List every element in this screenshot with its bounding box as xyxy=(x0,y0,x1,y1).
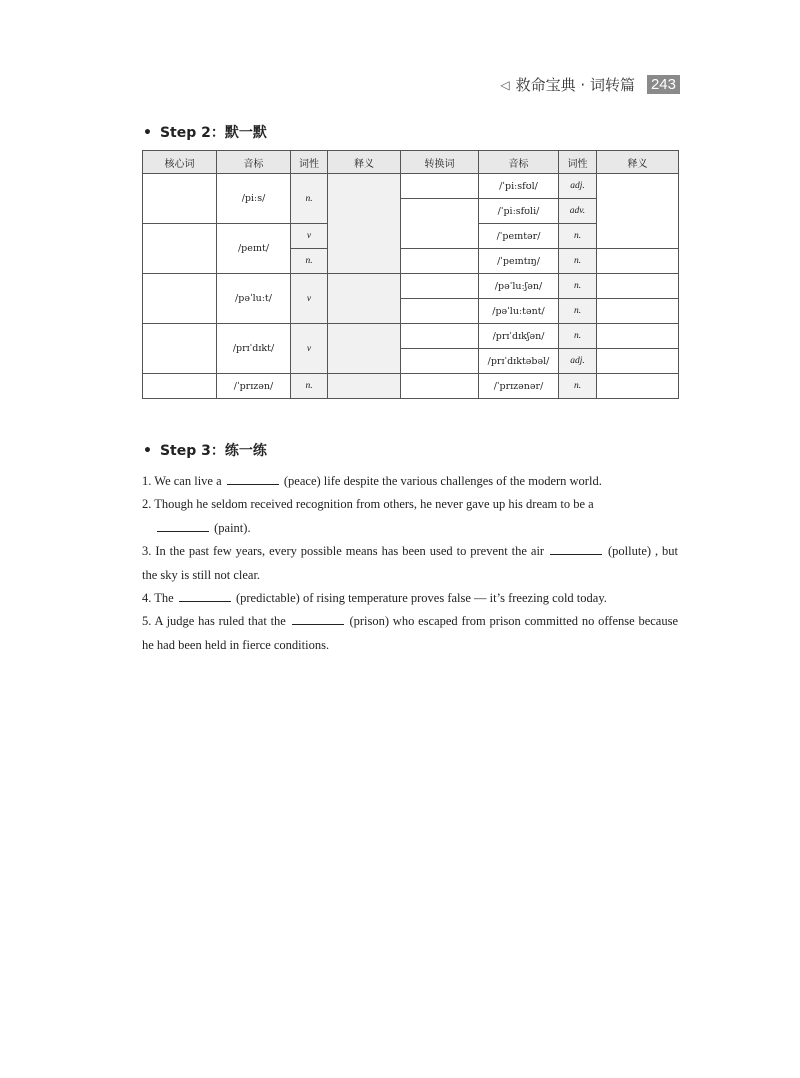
derived-word-cell[interactable] xyxy=(401,349,479,374)
core-meaning-cell[interactable] xyxy=(328,174,401,274)
item-text-before: A judge has ruled that the xyxy=(154,614,286,629)
item-text-after: (peace) life despite the various challenges of the modern world. xyxy=(283,474,602,488)
item-text-after: (predictable) of rising temperature proves false — it’s freezing cold today. xyxy=(235,591,607,606)
vocabulary-table xyxy=(142,150,679,399)
derived-meaning-cell[interactable] xyxy=(597,299,679,324)
col-header: 音标 xyxy=(217,151,291,174)
core-phonetic: /peɪnt/ xyxy=(217,224,291,274)
derived-phonetic: /pəˈluːʃən/ xyxy=(479,274,559,299)
derived-pos: n. xyxy=(559,374,597,399)
derived-word-cell[interactable] xyxy=(401,299,479,324)
derived-phonetic: /ˈpiːsfʊl/ xyxy=(479,174,559,199)
core-phonetic: /piːs/ xyxy=(217,174,291,224)
table-row xyxy=(143,374,679,399)
answer-blank[interactable] xyxy=(179,589,231,602)
item-text-before: In the past few years, every possible means has been used to prevent the air xyxy=(155,544,545,559)
derived-pos: n. xyxy=(559,274,597,299)
core-meaning-cell[interactable] xyxy=(328,324,401,374)
col-header: 音标 xyxy=(479,151,559,174)
derived-word-cell[interactable] xyxy=(401,199,479,249)
derived-word-cell[interactable] xyxy=(401,249,479,274)
core-phonetic: /prɪˈdɪkt/ xyxy=(217,324,291,374)
derived-word-cell[interactable] xyxy=(401,374,479,399)
exercise-item xyxy=(142,610,678,657)
col-header: 释义 xyxy=(597,151,679,174)
core-meaning-cell[interactable] xyxy=(328,374,401,399)
table-row xyxy=(143,274,679,299)
exercise-item xyxy=(142,587,678,610)
core-pos: v xyxy=(291,224,328,249)
step2-title: Step 2：默一默 xyxy=(159,125,267,141)
item-text-after: (prison) who escaped from prison committed no offense because he had been held in fierce conditions. xyxy=(142,614,679,652)
exercise-item xyxy=(142,493,678,540)
col-header: 词性 xyxy=(559,151,597,174)
derived-pos: n. xyxy=(559,224,597,249)
derived-meaning-cell[interactable] xyxy=(597,174,679,249)
answer-blank[interactable] xyxy=(292,612,344,625)
core-word-cell[interactable] xyxy=(143,274,217,324)
derived-pos: n. xyxy=(559,299,597,324)
core-pos: n. xyxy=(291,374,328,399)
item-number: 1. xyxy=(142,474,152,488)
derived-word-cell[interactable] xyxy=(401,174,479,199)
table-row xyxy=(143,324,679,349)
col-header: 核心词 xyxy=(143,151,217,174)
col-header: 释义 xyxy=(328,151,401,174)
core-pos: v xyxy=(291,274,328,324)
header-title: 救命宝典 · 词转篇 xyxy=(515,76,635,94)
core-word-cell[interactable] xyxy=(143,224,217,274)
derived-meaning-cell[interactable] xyxy=(597,274,679,299)
core-pos: n. xyxy=(291,249,328,274)
table-row xyxy=(143,174,679,199)
derived-pos: adv. xyxy=(559,199,597,224)
bullet-icon: • xyxy=(143,125,152,141)
derived-meaning-cell[interactable] xyxy=(597,374,679,399)
core-word-cell[interactable] xyxy=(143,174,217,224)
answer-blank[interactable] xyxy=(227,472,279,485)
derived-pos: n. xyxy=(559,249,597,274)
derived-meaning-cell[interactable] xyxy=(597,249,679,274)
item-text-before: We can live a xyxy=(154,474,222,488)
derived-pos: adj. xyxy=(559,174,597,199)
step2-heading xyxy=(143,122,267,142)
item-number: 4. xyxy=(142,591,152,606)
derived-phonetic: /pəˈluːtənt/ xyxy=(479,299,559,324)
core-meaning-cell[interactable] xyxy=(328,274,401,324)
derived-phonetic: /prɪˈdɪktəbəl/ xyxy=(479,349,559,374)
step3-heading xyxy=(143,440,267,460)
derived-phonetic: /ˈpeɪntɪŋ/ xyxy=(479,249,559,274)
item-number: 5. xyxy=(142,614,152,629)
exercise-list xyxy=(142,470,678,657)
core-pos: v xyxy=(291,324,328,374)
core-word-cell[interactable] xyxy=(143,324,217,374)
derived-word-cell[interactable] xyxy=(401,274,479,299)
core-phonetic: /pəˈluːt/ xyxy=(217,274,291,324)
answer-blank[interactable] xyxy=(157,519,209,532)
page-header xyxy=(500,74,680,95)
item-text-after: (pollute) , but the sky is still not clear. xyxy=(142,544,679,582)
derived-meaning-cell[interactable] xyxy=(597,349,679,374)
triangle-left-icon: ◁ xyxy=(500,77,510,92)
derived-word-cell[interactable] xyxy=(401,324,479,349)
derived-phonetic: /ˈpiːsfʊli/ xyxy=(479,199,559,224)
item-number: 3. xyxy=(142,544,152,559)
derived-phonetic: /ˈprɪzənər/ xyxy=(479,374,559,399)
exercise-item xyxy=(142,470,678,493)
item-text-after: (paint). xyxy=(214,520,251,535)
core-pos: n. xyxy=(291,174,328,224)
item-text-before: The xyxy=(154,591,174,606)
item-number: 2. xyxy=(142,497,152,512)
core-phonetic: /ˈprɪzən/ xyxy=(217,374,291,399)
derived-phonetic: /prɪˈdɪkʃən/ xyxy=(479,324,559,349)
bullet-icon: • xyxy=(143,443,152,459)
page-number: 243 xyxy=(647,75,680,94)
step3-title: Step 3：练一练 xyxy=(159,443,267,459)
answer-blank[interactable] xyxy=(550,542,602,555)
derived-meaning-cell[interactable] xyxy=(597,324,679,349)
exercise-item xyxy=(142,540,678,587)
derived-pos: adj. xyxy=(559,349,597,374)
table-header-row xyxy=(143,151,679,174)
derived-pos: n. xyxy=(559,324,597,349)
item-text-before: Though he seldom received recognition from others, he never gave up his dream to be a xyxy=(154,497,594,512)
derived-phonetic: /ˈpeɪntər/ xyxy=(479,224,559,249)
col-header: 词性 xyxy=(291,151,328,174)
col-header: 转换词 xyxy=(401,151,479,174)
core-word-cell[interactable] xyxy=(143,374,217,399)
